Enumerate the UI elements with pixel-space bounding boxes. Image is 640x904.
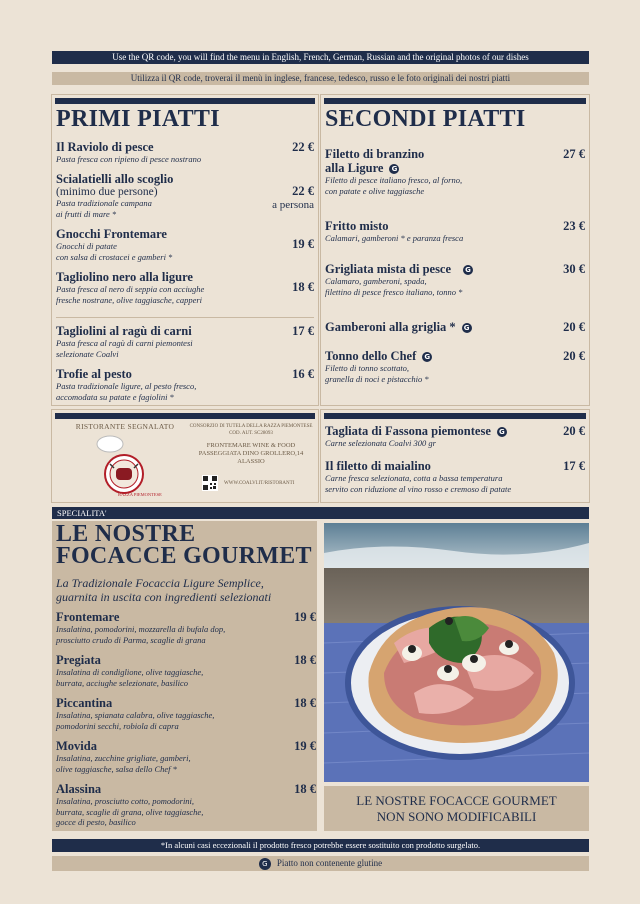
item-desc: Gnocchi di patate <box>56 241 117 251</box>
secondi-item-maialino <box>325 459 585 494</box>
item-name: Il Raviolo di pesce <box>56 140 154 154</box>
item-price: 17 € <box>292 324 314 338</box>
item-desc: con patate e olive taggiasche <box>325 185 425 196</box>
item-name: Tonno dello Chef <box>325 349 417 363</box>
item-desc: gocce di pesto, basilico <box>56 817 136 827</box>
item-price: 23 € <box>563 219 585 233</box>
item-name: Frontemare <box>56 610 120 624</box>
item-desc: fresche nostrane, olive taggiasche, capperi <box>56 294 203 305</box>
item-price: 18 € <box>294 782 316 796</box>
badge-addr2: PASSEGGIATA DINO GROLLERO,14 <box>198 450 304 457</box>
item-desc: olive taggiasche, salsa dello Chef * <box>56 763 177 774</box>
gluten-free-icon: G <box>389 164 399 174</box>
qr-code[interactable] <box>202 475 218 491</box>
item-price: 30 € <box>563 262 585 276</box>
item-price: 19 € <box>292 237 314 251</box>
item-name: Piccantina <box>56 696 113 710</box>
item-price: 20 € <box>563 320 585 334</box>
gluten-free-icon: G <box>462 323 472 333</box>
item-desc: Carne selezionata Coalvi 300 gr <box>325 438 436 448</box>
badge-ristorante: RISTORANTE SEGNALATO <box>75 422 175 431</box>
item-desc: Pasta fresca con ripieno di pesce nostrano <box>56 154 202 164</box>
focaccia-pregiata <box>56 653 316 688</box>
item-desc: burrata, acciughe selezionate, basilico <box>56 677 188 688</box>
item-name: Pregiata <box>56 653 101 667</box>
focacce-subtitle-2: guarnita in uscita con ingredienti selezionati <box>56 590 272 604</box>
item-name: Filetto di branzino <box>325 147 425 161</box>
gluten-free-legend <box>52 856 589 871</box>
item-name: Grigliata mista di pesce <box>325 262 452 276</box>
item-desc: Pasta fresca al ragù di carni piemontesi <box>56 338 193 348</box>
primi-item-scialatielli <box>56 172 314 219</box>
secondi-title: SECONDI PIATTI <box>325 106 526 132</box>
gluten-free-icon: G <box>497 427 507 437</box>
not-modifiable-note-2: NON SONO MODIFICABILI <box>376 809 537 824</box>
item-price: 20 € <box>563 424 585 438</box>
coalvi-badge <box>51 409 319 503</box>
focacce-subtitle-1: La Tradizionale Focaccia Ligure Semplice, <box>56 576 264 590</box>
item-desc: Insalatina, zucchine grigliate, gamberi, <box>56 753 191 763</box>
badge-consorzio: CONSORZIO DI TUTELA DELLA RAZZA PIEMONTESE <box>189 424 313 429</box>
secondi-cap <box>324 98 586 104</box>
item-price: 18 € <box>294 696 316 710</box>
item-price: 16 € <box>292 367 314 381</box>
item-price: 22 € a persona <box>272 184 314 211</box>
badge-cod: COD. AUT. SC28093 <box>229 431 273 436</box>
item-name: Gnocchi Frontemare <box>56 227 167 241</box>
item-name: Tagliolini al ragù di carni <box>56 324 192 338</box>
item-desc: Filetto di tonno scottato, <box>325 363 410 373</box>
top-bar-english: Use the QR code, you will find the menu in English, French, German, Russian and the original photos of our dishes <box>52 51 589 64</box>
item-desc: Filetto di pesce italiano fresco, al forno, <box>325 175 463 185</box>
frozen-product-note: *In alcuni casi eccezionali il prodotto fresco potrebbe essere sostituito con prodotto surgelato. <box>52 839 589 852</box>
gluten-free-icon: G <box>259 858 271 870</box>
badge-url: WWW.COALVI.IT/RISTORANTI <box>224 481 295 486</box>
item-price: 27 € <box>563 147 585 161</box>
focacce-title <box>56 523 312 567</box>
item-name: Fritto misto <box>325 219 389 233</box>
item-desc: selezionate Coalvi <box>56 348 119 359</box>
item-price: 19 € <box>294 610 316 624</box>
focacce-panel <box>52 521 317 831</box>
primi-item-tagliolini <box>56 324 314 359</box>
item-price: 17 € <box>563 459 585 473</box>
primi-item-gnocchi <box>56 227 314 262</box>
item-name: Tagliolino nero alla ligure <box>56 270 193 284</box>
focaccia-alassina <box>56 782 316 828</box>
item-desc: burrata, scaglie di grana, olive taggiasche, <box>56 806 204 817</box>
logo-text: RAZZA PIEMONTESE <box>118 492 162 497</box>
item-price: 22 € <box>292 140 314 154</box>
not-modifiable-note-1: LE NOSTRE FOCACCE GOURMET <box>356 793 557 808</box>
item-name: alla Ligure <box>325 161 384 175</box>
focacce-subtitle <box>56 576 271 604</box>
gluten-free-text: Piatto non contenente glutine <box>276 858 383 868</box>
primi-item-tagliolino <box>56 270 314 305</box>
focacce-title-2: FOCACCE GOURMET <box>56 543 312 569</box>
item-desc: Calamaro, gamberoni, spada, <box>325 276 427 286</box>
primi-item-trofie <box>56 367 314 402</box>
item-desc: pomodorini secchi, robiola di capra <box>56 720 179 731</box>
badge-cap <box>55 413 315 419</box>
secondi-panel <box>320 94 590 406</box>
secondi-item-grigliata <box>325 262 585 297</box>
badge-addr3: ALASSIO <box>237 458 265 465</box>
item-name: Alassina <box>56 782 102 796</box>
item-desc: Pasta tradizionale campana <box>56 198 152 208</box>
item-desc: Pasta fresca al nero di seppia con acciughe <box>56 284 205 294</box>
specialita-label: SPECIALITA' <box>57 508 107 518</box>
focaccia-piccantina <box>56 696 316 731</box>
item-desc: Carne fresca selezionata, cotta a bassa temperatura <box>325 473 503 483</box>
item-price: 19 € <box>294 739 316 753</box>
secondi-item-tagliata <box>325 424 585 449</box>
not-modifiable-note <box>324 786 589 831</box>
secondi-item-fritto <box>325 219 585 244</box>
item-name-note: (minimo due persone) <box>56 186 158 198</box>
item-name: Trofie al pesto <box>56 367 132 381</box>
primi-item-raviolo <box>56 140 314 165</box>
item-desc: Insalatina di condiglione, olive taggiasche, <box>56 667 204 677</box>
focaccia-movida <box>56 739 316 774</box>
primi-panel <box>51 94 319 406</box>
item-desc: prosciutto crudo di Parma, scaglie di grana <box>56 634 206 645</box>
gluten-free-icon: G <box>422 352 432 362</box>
item-desc: Insalatina, spianata calabra, olive taggiasche, <box>56 710 215 720</box>
secondi-item-gamberoni <box>325 320 585 334</box>
badge-info <box>188 423 314 466</box>
item-price: 18 € <box>294 653 316 667</box>
item-desc: Pasta tradizionale ligure, al pesto fresco, <box>56 381 197 391</box>
secondi-2-cap <box>324 413 586 419</box>
item-desc: Insalatina, prosciutto cotto, pomodorini, <box>56 796 195 806</box>
secondi-item-tonno <box>325 349 585 384</box>
item-price: 18 € <box>292 280 314 294</box>
coalvi-logo <box>88 434 146 496</box>
focaccia-frontemare <box>56 610 316 645</box>
item-name: Il filetto di maialino <box>325 459 431 473</box>
item-desc: Insalatina, pomodorini, mozzarella di bufala dop, <box>56 624 226 634</box>
item-desc: servito con riduzione al vino rosso e cremoso di patate <box>325 483 512 494</box>
primi-divider <box>56 317 314 318</box>
item-name: Scialatielli allo scoglio <box>56 172 174 186</box>
item-price: 20 € <box>563 349 585 363</box>
item-name: Gamberoni alla griglia * <box>325 320 456 334</box>
item-desc: accomodata su patate e fagiolini * <box>56 391 174 402</box>
item-desc: Calamari, gamberoni * e paranza fresca <box>325 233 464 243</box>
item-desc: granella di noci e pistacchio * <box>325 373 429 384</box>
item-name: Tagliata di Fassona piemontese <box>325 424 491 438</box>
badge-addr1: FRONTEMARE WINE & FOOD <box>206 442 296 449</box>
primi-cap <box>55 98 315 104</box>
secondi-panel-2 <box>320 409 590 503</box>
top-bar-italian: Utilizza il QR code, troverai il menù in inglese, francese, tedesco, russo e le foto originali dei nostri piatti <box>52 72 589 85</box>
focaccia-photo <box>324 523 589 782</box>
primi-title: PRIMI PIATTI <box>56 106 220 132</box>
secondi-item-branzino <box>325 147 585 196</box>
gluten-free-icon: G <box>463 265 473 275</box>
focacce-title-1: LE NOSTRE <box>56 521 196 547</box>
specialita-bar <box>52 507 589 519</box>
item-desc: con salsa di crostacei e gamberi * <box>56 251 173 262</box>
item-desc: ai frutti di mare * <box>56 208 117 219</box>
item-name: Movida <box>56 739 97 753</box>
item-desc: filettino di pesce fresco italiano, tonno * <box>325 286 463 297</box>
